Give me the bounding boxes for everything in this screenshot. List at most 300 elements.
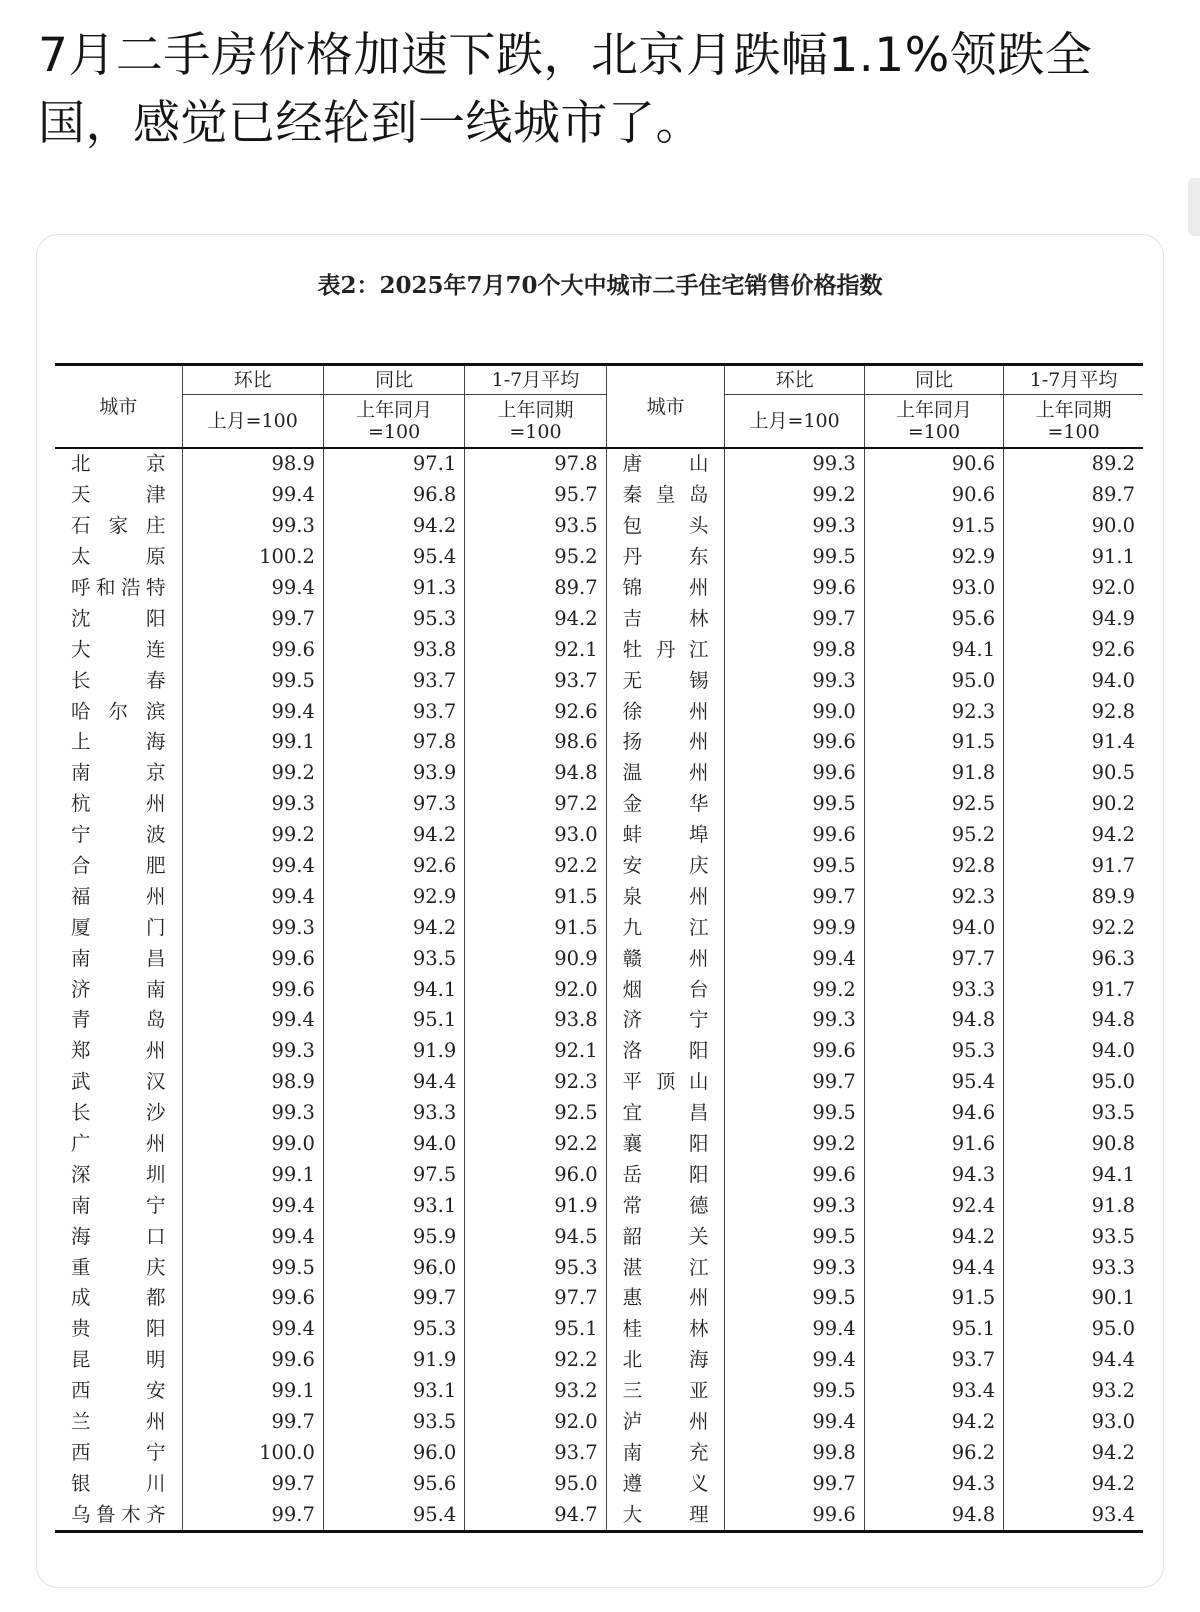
city-name-text: 惠州 xyxy=(622,1286,709,1310)
mom-value-left: 99.0 xyxy=(182,1129,323,1160)
avg-value-left: 92.2 xyxy=(465,1345,606,1376)
city-name-text: 昆明 xyxy=(71,1348,166,1372)
header-avg-base-left xyxy=(465,395,606,449)
city-name-text: 蚌埠 xyxy=(622,823,709,847)
table-row xyxy=(55,1438,1143,1469)
yoy-value-left: 94.2 xyxy=(323,511,464,542)
mom-value-left: 99.3 xyxy=(182,511,323,542)
avg-value-right: 94.2 xyxy=(1091,823,1135,847)
city-name-left xyxy=(55,1005,182,1036)
avg-value-left: 98.6 xyxy=(465,727,606,758)
city-name-left xyxy=(55,1098,182,1129)
avg-value-left: 93.5 xyxy=(465,511,606,542)
table-row xyxy=(55,758,1143,789)
city-name-text: 泸州 xyxy=(622,1410,709,1434)
city-name-right xyxy=(606,511,725,542)
table-row xyxy=(55,603,1143,634)
mom-value-right: 99.5 xyxy=(725,1376,864,1407)
city-name-text: 福州 xyxy=(71,884,166,908)
city-name-right xyxy=(606,1499,725,1531)
yoy-value-right: 94.3 xyxy=(864,1159,1003,1190)
city-name-left xyxy=(55,1129,182,1160)
mom-value-right: 99.9 xyxy=(725,912,864,943)
mom-value-left: 99.7 xyxy=(182,603,323,634)
city-name-text: 牡丹江 xyxy=(622,637,709,661)
table-row xyxy=(55,1314,1143,1345)
scrollbar-thumb[interactable] xyxy=(1188,178,1200,236)
yoy-value-right: 94.4 xyxy=(864,1252,1003,1283)
city-name-text: 宜昌 xyxy=(622,1101,709,1125)
yoy-value-right: 91.5 xyxy=(864,727,1003,758)
avg-value-right: 91.7 xyxy=(1091,854,1135,878)
city-name-text: 宁波 xyxy=(71,823,166,847)
mom-value-left: 99.5 xyxy=(182,1252,323,1283)
mom-value-left: 99.2 xyxy=(182,820,323,851)
avg-value-right: 92.2 xyxy=(1091,915,1135,939)
yoy-value-right: 91.5 xyxy=(864,1283,1003,1314)
yoy-value-right: 92.5 xyxy=(864,789,1003,820)
avg-value-left: 94.8 xyxy=(465,758,606,789)
yoy-value-left: 99.7 xyxy=(323,1283,464,1314)
yoy-value-left: 96.0 xyxy=(323,1252,464,1283)
mom-value-left: 99.3 xyxy=(182,789,323,820)
city-name-text: 石家庄 xyxy=(71,514,166,538)
table-row xyxy=(55,820,1143,851)
city-name-text: 常德 xyxy=(622,1193,709,1217)
city-name-left xyxy=(55,1314,182,1345)
header-avg-right: 1-7月平均 xyxy=(1004,365,1143,395)
city-name-left xyxy=(55,1221,182,1252)
city-name-left xyxy=(55,974,182,1005)
mom-value-right: 99.3 xyxy=(725,665,864,696)
yoy-value-left: 95.6 xyxy=(323,1468,464,1499)
city-name-text: 成都 xyxy=(71,1286,166,1310)
city-name-text: 包头 xyxy=(622,514,709,538)
mom-value-right: 99.2 xyxy=(725,480,864,511)
mom-value-left: 99.6 xyxy=(182,634,323,665)
mom-value-right: 99.6 xyxy=(725,1499,864,1531)
city-name-left xyxy=(55,1499,182,1531)
city-name-text: 南宁 xyxy=(71,1193,166,1217)
yoy-value-left: 93.7 xyxy=(323,665,464,696)
avg-value-right: 94.8 xyxy=(1091,1008,1135,1032)
yoy-value-right: 95.2 xyxy=(864,820,1003,851)
table-row xyxy=(55,1005,1143,1036)
avg-value-right: 91.7 xyxy=(1091,977,1135,1001)
yoy-value-left: 93.1 xyxy=(323,1376,464,1407)
avg-value-left: 94.7 xyxy=(465,1499,606,1531)
avg-value-left: 94.2 xyxy=(465,603,606,634)
yoy-value-left: 94.4 xyxy=(323,1067,464,1098)
avg-value-left: 95.7 xyxy=(465,480,606,511)
header-city-left: 城市 xyxy=(55,365,182,449)
city-name-left xyxy=(55,1345,182,1376)
yoy-value-right: 95.6 xyxy=(864,603,1003,634)
avg-value-left: 91.5 xyxy=(465,912,606,943)
city-name-text: 安庆 xyxy=(622,854,709,878)
city-name-text: 韶关 xyxy=(622,1224,709,1248)
mom-value-left: 100.2 xyxy=(182,542,323,573)
city-name-text: 乌鲁木齐 xyxy=(71,1502,166,1526)
mom-value-right: 99.2 xyxy=(725,1129,864,1160)
mom-value-left: 99.5 xyxy=(182,665,323,696)
yoy-base-text: 上年同月 =100 xyxy=(895,399,972,443)
table-row xyxy=(55,851,1143,882)
yoy-value-left: 95.9 xyxy=(323,1221,464,1252)
city-name-left xyxy=(55,480,182,511)
mom-value-right: 99.6 xyxy=(725,1036,864,1067)
mom-value-left: 99.3 xyxy=(182,1098,323,1129)
city-name-text: 三亚 xyxy=(622,1379,709,1403)
avg-value-left: 97.2 xyxy=(465,789,606,820)
avg-value-right: 90.0 xyxy=(1091,514,1135,538)
table-row xyxy=(55,974,1143,1005)
avg-value-left: 92.0 xyxy=(465,1407,606,1438)
post-image-card[interactable] xyxy=(36,234,1164,1588)
header-avg-base-right xyxy=(1004,395,1143,449)
yoy-value-right: 93.4 xyxy=(864,1376,1003,1407)
table-row xyxy=(55,1345,1143,1376)
yoy-value-right: 92.4 xyxy=(864,1190,1003,1221)
table-row xyxy=(55,1252,1143,1283)
yoy-value-left: 93.5 xyxy=(323,1407,464,1438)
mom-value-left: 98.9 xyxy=(182,1067,323,1098)
yoy-value-right: 94.1 xyxy=(864,634,1003,665)
yoy-value-left: 94.1 xyxy=(323,974,464,1005)
avg-value-left: 95.0 xyxy=(465,1468,606,1499)
mom-value-right: 99.3 xyxy=(725,511,864,542)
avg-value-left: 91.9 xyxy=(465,1190,606,1221)
city-name-text: 秦皇岛 xyxy=(622,483,709,507)
city-name-right xyxy=(606,820,725,851)
city-name-text: 上海 xyxy=(71,730,166,754)
table-row xyxy=(55,881,1143,912)
table-row xyxy=(55,789,1143,820)
mom-value-right: 99.5 xyxy=(725,789,864,820)
mom-value-left: 99.7 xyxy=(182,1407,323,1438)
city-name-text: 杭州 xyxy=(71,792,166,816)
avg-value-left: 90.9 xyxy=(465,943,606,974)
avg-value-right: 91.1 xyxy=(1091,545,1135,569)
avg-value-left: 92.6 xyxy=(465,696,606,727)
city-name-left xyxy=(55,696,182,727)
yoy-value-right: 94.8 xyxy=(864,1005,1003,1036)
mom-value-left: 99.4 xyxy=(182,851,323,882)
city-name-text: 呼和浩特 xyxy=(71,576,166,599)
yoy-value-right: 94.3 xyxy=(864,1468,1003,1499)
city-name-left xyxy=(55,881,182,912)
mom-value-right: 99.8 xyxy=(725,1438,864,1469)
yoy-value-right: 93.0 xyxy=(864,573,1003,604)
avg-value-right: 92.8 xyxy=(1091,699,1135,723)
yoy-value-right: 92.9 xyxy=(864,542,1003,573)
yoy-value-left: 95.3 xyxy=(323,603,464,634)
mom-value-right: 99.4 xyxy=(725,1345,864,1376)
city-name-left xyxy=(55,1252,182,1283)
mom-value-left: 99.1 xyxy=(182,1376,323,1407)
city-name-text: 北海 xyxy=(622,1348,709,1372)
mom-value-right: 99.6 xyxy=(725,1159,864,1190)
mom-value-left: 99.6 xyxy=(182,1283,323,1314)
avg-value-right: 90.2 xyxy=(1091,792,1135,816)
yoy-base-text: 上年同月 =100 xyxy=(356,399,433,443)
mom-value-right: 99.4 xyxy=(725,1314,864,1345)
table-row xyxy=(55,1407,1143,1438)
mom-value-left: 99.4 xyxy=(182,1190,323,1221)
city-name-right xyxy=(606,1159,725,1190)
avg-value-left: 97.7 xyxy=(465,1283,606,1314)
city-name-right xyxy=(606,1376,725,1407)
city-name-right xyxy=(606,1407,725,1438)
yoy-value-left: 94.0 xyxy=(323,1129,464,1160)
table-row xyxy=(55,634,1143,665)
avg-value-left: 93.0 xyxy=(465,820,606,851)
avg-value-right: 94.0 xyxy=(1091,1039,1135,1063)
city-name-right xyxy=(606,1438,725,1469)
table-row xyxy=(55,665,1143,696)
yoy-value-right: 94.0 xyxy=(864,912,1003,943)
city-name-left xyxy=(55,912,182,943)
city-name-text: 重庆 xyxy=(71,1255,166,1279)
avg-value-right: 93.5 xyxy=(1091,1224,1135,1248)
avg-value-right: 93.5 xyxy=(1091,1101,1135,1125)
table-row xyxy=(55,448,1143,480)
city-name-right xyxy=(606,881,725,912)
city-name-left xyxy=(55,789,182,820)
mom-value-right: 99.3 xyxy=(725,448,864,480)
avg-value-right: 91.8 xyxy=(1091,1193,1135,1217)
avg-value-left: 89.7 xyxy=(465,573,606,604)
avg-value-right: 89.2 xyxy=(1091,452,1135,476)
city-name-text: 扬州 xyxy=(622,730,709,754)
city-name-text: 桂林 xyxy=(622,1317,709,1341)
yoy-value-right: 94.6 xyxy=(864,1098,1003,1129)
mom-value-left: 99.6 xyxy=(182,943,323,974)
city-name-right xyxy=(606,1468,725,1499)
yoy-value-left: 93.5 xyxy=(323,943,464,974)
mom-value-left: 99.4 xyxy=(182,881,323,912)
mom-value-right: 99.4 xyxy=(725,943,864,974)
mom-value-right: 99.5 xyxy=(725,851,864,882)
yoy-value-right: 93.7 xyxy=(864,1345,1003,1376)
city-name-text: 沈阳 xyxy=(71,606,166,630)
city-name-right xyxy=(606,1098,725,1129)
avg-value-right: 92.0 xyxy=(1091,576,1135,599)
mom-value-right: 99.6 xyxy=(725,573,864,604)
avg-value-left: 93.8 xyxy=(465,1005,606,1036)
city-name-right xyxy=(606,851,725,882)
city-name-left xyxy=(55,634,182,665)
yoy-value-left: 91.3 xyxy=(323,573,464,604)
city-name-text: 大理 xyxy=(622,1502,709,1526)
header-yoy-base-left xyxy=(323,395,464,449)
city-name-text: 锦州 xyxy=(622,576,709,599)
city-name-right xyxy=(606,1067,725,1098)
avg-value-left: 92.3 xyxy=(465,1067,606,1098)
yoy-value-right: 93.3 xyxy=(864,974,1003,1005)
city-name-right xyxy=(606,1221,725,1252)
city-name-right xyxy=(606,758,725,789)
avg-value-right: 92.6 xyxy=(1091,637,1135,661)
mom-value-right: 99.8 xyxy=(725,634,864,665)
table-row xyxy=(55,912,1143,943)
yoy-value-right: 92.8 xyxy=(864,851,1003,882)
avg-value-right: 90.8 xyxy=(1091,1132,1135,1156)
table-row xyxy=(55,1036,1143,1067)
avg-value-right: 90.1 xyxy=(1091,1286,1135,1310)
city-name-right xyxy=(606,789,725,820)
mom-value-right: 99.5 xyxy=(725,1283,864,1314)
city-name-right xyxy=(606,480,725,511)
avg-value-right: 93.2 xyxy=(1091,1379,1135,1403)
mom-value-right: 99.4 xyxy=(725,1407,864,1438)
table-row xyxy=(55,1098,1143,1129)
table-row xyxy=(55,542,1143,573)
city-name-right xyxy=(606,1129,725,1160)
avg-value-left: 95.1 xyxy=(465,1314,606,1345)
avg-value-left: 92.5 xyxy=(465,1098,606,1129)
mom-value-left: 99.3 xyxy=(182,1036,323,1067)
mom-value-right: 99.7 xyxy=(725,603,864,634)
yoy-value-left: 93.9 xyxy=(323,758,464,789)
avg-value-right: 93.0 xyxy=(1091,1410,1135,1434)
table-row xyxy=(55,943,1143,974)
mom-value-left: 99.3 xyxy=(182,912,323,943)
city-name-right xyxy=(606,974,725,1005)
yoy-value-left: 96.8 xyxy=(323,480,464,511)
mom-value-left: 99.2 xyxy=(182,758,323,789)
city-name-right xyxy=(606,1283,725,1314)
city-name-text: 烟台 xyxy=(622,977,709,1001)
city-name-left xyxy=(55,1159,182,1190)
city-name-left xyxy=(55,758,182,789)
city-name-left xyxy=(55,1468,182,1499)
avg-value-right: 95.0 xyxy=(1091,1317,1135,1341)
city-name-text: 银川 xyxy=(71,1471,166,1495)
city-name-left xyxy=(55,1407,182,1438)
table-title: 表2：2025年7月70个大中城市二手住宅销售价格指数 xyxy=(317,272,883,299)
city-name-right xyxy=(606,1314,725,1345)
table-row xyxy=(55,1129,1143,1160)
city-name-left xyxy=(55,820,182,851)
avg-value-left: 92.1 xyxy=(465,634,606,665)
avg-value-left: 92.2 xyxy=(465,851,606,882)
table-row xyxy=(55,1376,1143,1407)
avg-base-text: 上年同期 =100 xyxy=(497,399,574,443)
table-body xyxy=(55,448,1143,1532)
table-row xyxy=(55,573,1143,604)
city-name-text: 长沙 xyxy=(71,1101,166,1125)
city-name-right xyxy=(606,634,725,665)
mom-value-left: 99.6 xyxy=(182,974,323,1005)
city-name-left xyxy=(55,542,182,573)
yoy-value-right: 94.2 xyxy=(864,1221,1003,1252)
mom-value-right: 99.3 xyxy=(725,1005,864,1036)
city-name-left xyxy=(55,511,182,542)
city-name-left xyxy=(55,1036,182,1067)
header-avg-left: 1-7月平均 xyxy=(465,365,606,395)
city-name-text: 天津 xyxy=(71,483,166,507)
avg-value-right: 96.3 xyxy=(1091,946,1135,970)
city-name-text: 大连 xyxy=(71,637,166,661)
mom-value-right: 99.7 xyxy=(725,1067,864,1098)
mom-value-left: 99.4 xyxy=(182,1005,323,1036)
table-row xyxy=(55,480,1143,511)
city-name-right xyxy=(606,1005,725,1036)
mom-value-left: 99.6 xyxy=(182,1345,323,1376)
city-name-right xyxy=(606,912,725,943)
mom-value-left: 99.7 xyxy=(182,1499,323,1531)
yoy-value-right: 91.6 xyxy=(864,1129,1003,1160)
mom-value-right: 99.2 xyxy=(725,974,864,1005)
avg-value-right: 94.2 xyxy=(1091,1440,1135,1464)
city-name-text: 北京 xyxy=(71,452,166,476)
yoy-value-left: 91.9 xyxy=(323,1036,464,1067)
yoy-value-left: 95.4 xyxy=(323,542,464,573)
avg-value-left: 96.0 xyxy=(465,1159,606,1190)
city-name-text: 贵阳 xyxy=(71,1317,166,1341)
mom-value-left: 99.1 xyxy=(182,727,323,758)
mom-value-right: 99.7 xyxy=(725,1468,864,1499)
city-name-left xyxy=(55,1376,182,1407)
city-name-left xyxy=(55,727,182,758)
city-name-left xyxy=(55,573,182,604)
city-name-text: 徐州 xyxy=(622,699,709,723)
yoy-value-right: 96.2 xyxy=(864,1438,1003,1469)
avg-base-text: 上年同期 =100 xyxy=(1035,399,1112,443)
mom-value-left: 99.7 xyxy=(182,1468,323,1499)
yoy-value-left: 97.1 xyxy=(323,448,464,480)
header-mom-base-left: 上月=100 xyxy=(182,395,323,449)
table-row xyxy=(55,1468,1143,1499)
city-name-text: 南京 xyxy=(71,761,166,785)
header-city-right: 城市 xyxy=(606,365,725,449)
avg-value-left: 92.2 xyxy=(465,1129,606,1160)
avg-value-right: 95.0 xyxy=(1091,1070,1135,1094)
yoy-value-left: 92.6 xyxy=(323,851,464,882)
avg-value-left: 95.3 xyxy=(465,1252,606,1283)
city-name-text: 广州 xyxy=(71,1132,166,1156)
mom-value-right: 99.7 xyxy=(725,881,864,912)
mom-value-right: 99.5 xyxy=(725,1221,864,1252)
mom-value-left: 99.4 xyxy=(182,1314,323,1345)
avg-value-left: 93.7 xyxy=(465,665,606,696)
avg-value-right: 94.2 xyxy=(1091,1471,1135,1495)
city-name-left xyxy=(55,1190,182,1221)
yoy-value-left: 91.9 xyxy=(323,1345,464,1376)
table-row xyxy=(55,1283,1143,1314)
city-name-right xyxy=(606,1252,725,1283)
avg-value-right: 94.4 xyxy=(1091,1348,1135,1372)
yoy-value-left: 93.3 xyxy=(323,1098,464,1129)
yoy-value-right: 92.3 xyxy=(864,881,1003,912)
city-name-left xyxy=(55,665,182,696)
yoy-value-left: 95.4 xyxy=(323,1499,464,1531)
city-name-text: 太原 xyxy=(71,545,166,569)
avg-value-left: 92.1 xyxy=(465,1036,606,1067)
table-row xyxy=(55,1499,1143,1531)
yoy-value-left: 92.9 xyxy=(323,881,464,912)
mom-value-right: 99.6 xyxy=(725,727,864,758)
avg-value-right: 94.1 xyxy=(1091,1162,1135,1186)
avg-value-right: 89.7 xyxy=(1091,483,1135,507)
city-name-right xyxy=(606,573,725,604)
table-row xyxy=(55,1159,1143,1190)
price-index-table xyxy=(55,363,1143,1533)
city-name-text: 湛江 xyxy=(622,1255,709,1279)
avg-value-right: 91.4 xyxy=(1091,730,1135,754)
yoy-value-left: 96.0 xyxy=(323,1438,464,1469)
